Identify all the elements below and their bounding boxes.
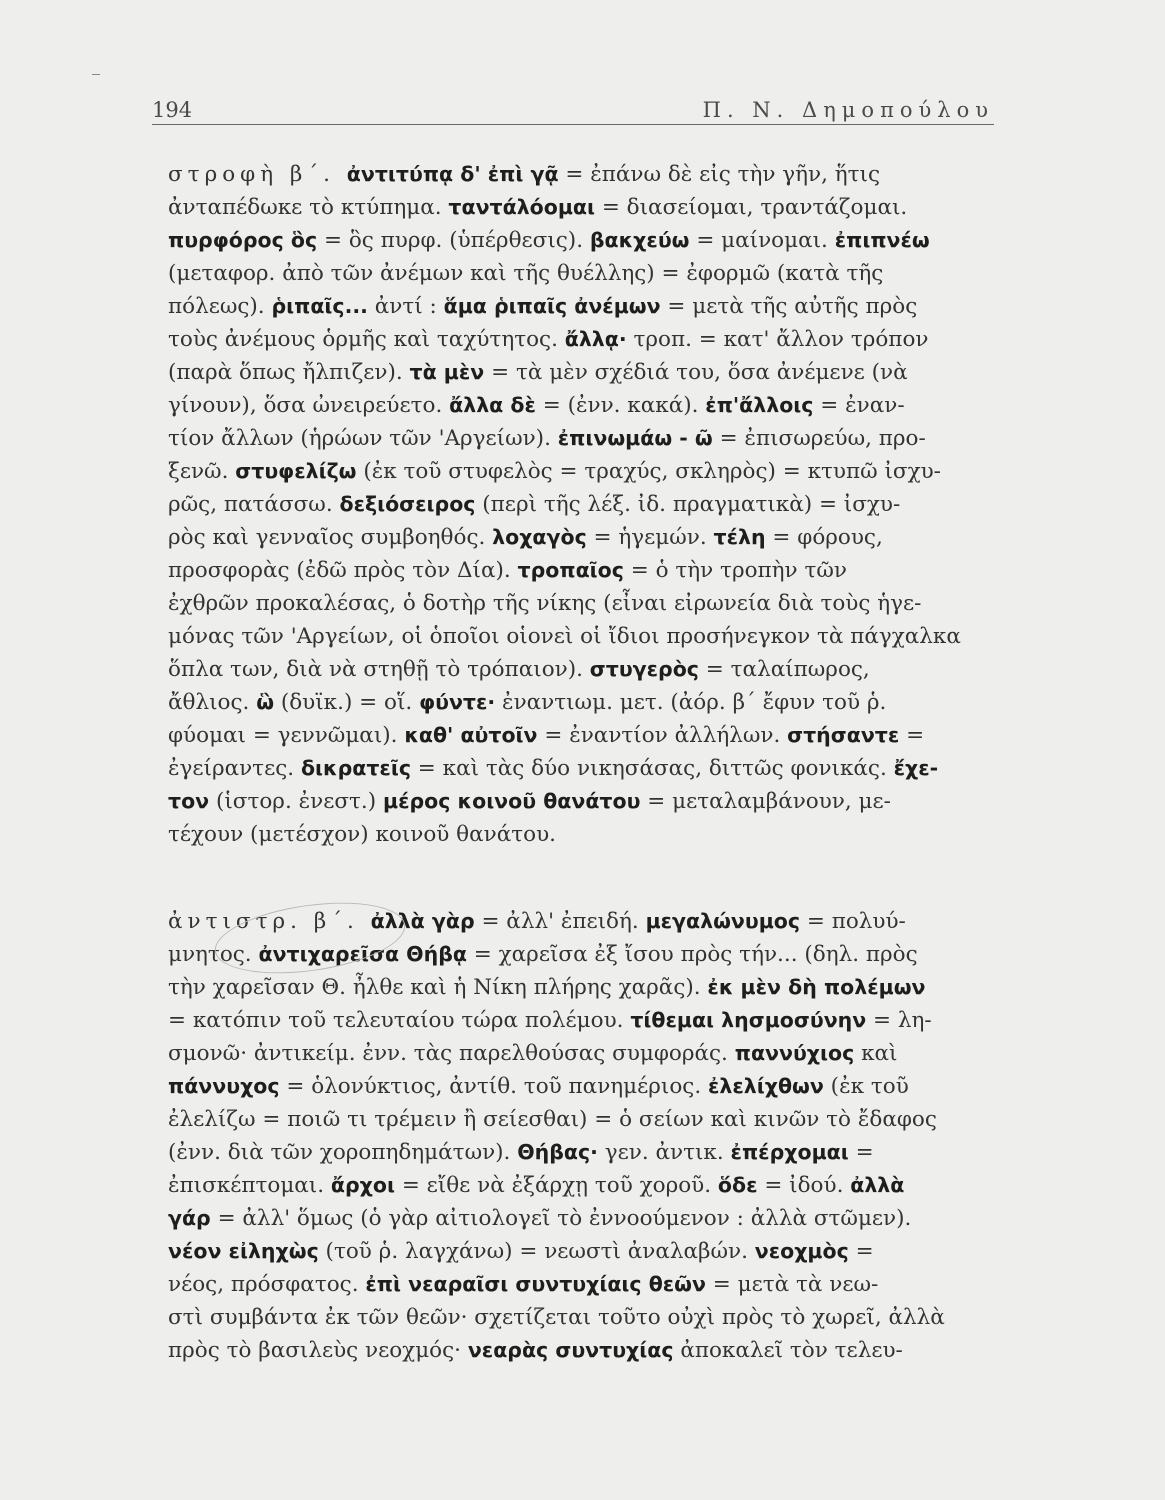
gloss-text: (τοῦ ῥ. λαγχάνω) = νεωστὶ ἀναλαβών. [318,1239,755,1264]
gloss-text: στροφὴ β΄. [168,162,347,187]
gloss-text: ὅπλα των, διὰ νὰ στηθῇ τὸ τρόπαιον). [168,657,590,682]
gloss-text: = ταλαίπωρος, [698,657,870,682]
gloss-text: ἄθλιος. [168,690,257,715]
gloss-text: = μετὰ τῆς αὐτῆς πρὸς [660,294,918,319]
gloss-text: = πολυύ- [800,909,906,934]
headword: ἄλλα δὲ [449,393,536,417]
headword: ἐπινωμάω - ῶ [557,426,713,450]
gloss-text: = φόρους, [765,525,883,550]
gloss-text: πόλεως). [168,294,272,319]
text-line [168,1004,1018,1037]
gloss-text: = ὁλονύκτιος, ἀντίθ. τοῦ πανημέριος. [279,1074,708,1099]
headword: πυρφόρος ὃς [168,228,318,252]
headword: βακχεύω [589,228,690,252]
headword: καθ' αὐτοῖν [404,723,538,747]
text-line [168,323,1018,356]
gloss-text: = (ἐνν. κακά). [535,393,706,418]
gloss-text: = [848,1239,874,1264]
gloss-text: τέχουν (μετέσχον) κοινοῦ θανάτου. [168,822,556,847]
text-line [168,389,1018,422]
text-line [168,356,1018,389]
gloss-text: (δυϊκ.) = οἵ. [274,690,420,715]
headword: ῥιπαῖς... [271,294,368,318]
headword: ἅμα ῥιπαῖς ἀνέμων [443,294,661,318]
headword: φύντε· [419,690,496,714]
headword: τον [168,789,210,813]
header-rule [152,124,994,125]
paragraph-antistrophe [168,905,1018,1367]
text-line [168,1037,1018,1070]
gloss-text: = [848,1140,874,1165]
headword: ἐπέρχομαι [730,1140,849,1164]
text-line [168,422,1018,455]
headword: στήσαντε [787,723,900,747]
headword: στυγερὸς [589,657,699,681]
headword: ὅδε [717,1173,758,1197]
headword: ἀντιτύπᾳ δ' ἐπὶ γᾷ [346,162,559,186]
text-line [168,818,1018,851]
gloss-text: ἐγείραντες. [168,756,301,781]
gloss-text: (παρὰ ὅπως ἤλπιζεν). [168,360,410,385]
gloss-text: (ἱστορ. ἐνεστ.) [209,789,383,814]
gloss-text: ἀποκαλεῖ τὸν τελευ- [673,1338,903,1363]
text-line [168,1301,1018,1334]
text-line [168,488,1018,521]
gloss-text: ἐναντιωμ. μετ. (ἀόρ. β΄ ἔφυν τοῦ ῥ. [495,690,887,715]
gloss-text: (περὶ τῆς λέξ. ἰδ. πραγματικὰ) = ἰσχυ- [475,492,901,517]
text-line [168,620,1018,653]
gloss-text: = [899,723,925,748]
headword: ταντάλόομαι [448,195,595,219]
gloss-text: = μεταλαμβάνουν, με- [640,789,891,814]
gloss-text: (μεταφορ. ἀπὸ τῶν ἀνέμων καὶ τῆς θυέλλης) = ἐφορμῶ (κατὰ τῆς [168,261,884,286]
gloss-text: καὶ [854,1041,898,1066]
text-line [168,1235,1018,1268]
text-line [168,1103,1018,1136]
gloss-text: = μαίνομαι. [689,228,835,253]
headword: νεοχμὸς [754,1239,849,1263]
gloss-text: = ὁ τὴν τροπὴν τῶν [623,558,847,583]
text-line [168,521,1018,554]
headword: ἐπιπνέω [834,228,930,252]
gloss-text: (ἐκ τοῦ στυφελὸς = τραχύς, σκληρὸς) = κτυπῶ ἰσχυ- [356,459,941,484]
headword: πάννυχος [168,1074,280,1098]
gloss-text: μόνας τῶν 'Αργείων, οἱ ὁποῖοι οἱονεὶ οἱ ἴδιοι προσήνεγκον τὰ πάγχαλκα [168,624,961,649]
gloss-text: στὶ συμβάντα ἐκ τῶν θεῶν· σχετίζεται τοῦτο οὐχὶ πρὸς τὸ χωρεῖ, ἀλλὰ [168,1305,945,1330]
headword: τίθεμαι λησμοσύνην [630,1008,867,1032]
headword: τέλη [713,525,766,549]
gloss-text: μνητος. [168,942,259,967]
gloss-text: γίνουν), ὅσα ὠνειρεύετο. [168,393,450,418]
gloss-text: = λη- [866,1008,932,1033]
text-line [168,1202,1018,1235]
text-line [168,554,1018,587]
text-line [168,158,1018,191]
text-line [168,971,1018,1004]
text-line [168,1268,1018,1301]
page-header [152,88,994,122]
gloss-text: τίον ἄλλων (ἡρώων τῶν 'Αργείων). [168,426,558,451]
headword: ἀλλὰ [850,1173,905,1197]
gloss-text: σμονῶ· ἀντικείμ. ἐνν. τὰς παρελθούσας συμφοράς. [168,1041,735,1066]
gloss-text: = διασείομαι, τραντάζομαι. [595,195,908,220]
headword: γάρ [168,1206,211,1230]
text-line [168,257,1018,290]
gloss-text: = κατόπιν τοῦ τελευταίου τώρα πολέμου. [168,1008,631,1033]
headword: νεαρὰς συντυχίας [467,1338,674,1362]
text-line [168,224,1018,257]
gloss-text: = εἴθε νὰ ἐξάρχῃ τοῦ χοροῦ. [394,1173,718,1198]
headword: ἄλλᾳ· [564,327,627,351]
gloss-text: τροπ. = κατ' ἄλλον τρόπον [626,327,929,352]
paragraph-strophe [168,158,1018,851]
gloss-text: = μετὰ τὰ νεω- [705,1272,879,1297]
gloss-text: = καὶ τὰς δύο νικησάσας, διττῶς φονικάς. [410,756,894,781]
gloss-text: φύομαι = γεννῶμαι). [168,723,405,748]
gloss-text: ἐπισκέπτομαι. [168,1173,331,1198]
gloss-text: τοὺς ἀνέμους ὁρμῆς καὶ ταχύτητος. [168,327,565,352]
headword: ἐπὶ νεαραῖσι συντυχίαις θεῶν [365,1272,706,1296]
headword: ἄρχοι [330,1173,395,1197]
gloss-text: γεν. ἀντικ. [597,1140,731,1165]
gloss-text: ἀνταπέδωκε τὸ κτύπημα. [168,195,449,220]
gloss-text: πρὸς τὸ βασιλεὺς νεοχμός· [168,1338,468,1363]
text-line [168,1169,1018,1202]
headword: νέον εἰληχὼς [168,1239,319,1263]
headword: δεξιόσειρος [339,492,476,516]
text-line [168,455,1018,488]
gloss-text: = ἀλλ' ὅμως (ὁ γὰρ αἰτιολογεῖ τὸ ἐννοούμενον : ἀλλὰ στῶμεν). [210,1206,912,1231]
text-line [168,1070,1018,1103]
headword: μέρος κοινοῦ θανάτου [383,789,641,813]
gloss-text: = ὃς πυρφ. (ὑπέρθεσις). [317,228,590,253]
gloss-text: τὴν χαρεῖσαν Θ. ἦλθε καὶ ἡ Νίκη πλήρης χαρᾶς). [168,975,708,1000]
text-line [168,686,1018,719]
headword: τροπαῖος [517,558,624,582]
text-line [168,587,1018,620]
gloss-text: νέος, πρόσφατος. [168,1272,366,1297]
gloss-text: ἐχθρῶν προκαλέσας, ὁ δοτὴρ τῆς νίκης (εἶναι εἰρωνεία διὰ τοὺς ἡγε- [168,591,922,616]
gloss-text: = ἡγεμών. [586,525,714,550]
gloss-text: = τὰ μὲν σχέδιά του, ὅσα ἀνέμενε (νὰ [484,360,908,385]
headword: στυφελίζω [235,459,357,483]
gloss-text: = ἐναν- [813,393,905,418]
text-line [168,719,1018,752]
headword: μεγαλώνυμος [645,909,801,933]
gloss-text: = ἐπάνω δὲ εἰς τὴν γῆν, ἥτις [558,162,881,187]
headword: Θήβας· [517,1140,598,1164]
gloss-text: ρῶς, πατάσσω. [168,492,340,517]
margin-mark [92,74,100,75]
gloss-text: = ἰδού. [757,1173,851,1198]
headword: ἀντιχαρεῖσα Θήβᾳ [258,942,467,966]
headword: ἔχε- [893,756,939,780]
gloss-text: προσφορὰς (ἐδῶ πρὸς τὸν Δία). [168,558,518,583]
gloss-text: = ἐπισωρεύω, προ- [712,426,926,451]
headword: ἀλλὰ γὰρ [370,909,475,933]
gloss-text: (ἐκ τοῦ [823,1074,909,1099]
running-head: Π. Ν. Δημοπούλου [702,98,994,122]
page-body [168,158,1018,1367]
text-line [168,1334,1018,1367]
gloss-text: = χαρεῖσα ἐξ ἴσου πρὸς τήν... (δηλ. πρὸς [466,942,918,967]
headword: λοχαγὸς [492,525,587,549]
headword: τὰ μὲν [409,360,485,384]
gloss-text: ἀντί : [367,294,444,319]
headword: ἐλελίχθων [708,1074,824,1098]
headword: παννύχιος [734,1041,855,1065]
headword: ὣ [256,690,275,714]
headword: ἐπ'ἄλλοις [705,393,814,417]
headword: δικρατεῖς [300,756,411,780]
text-line [168,290,1018,323]
gloss-text: = ἐναντίον ἀλλήλων. [537,723,788,748]
gloss-text: (ἐνν. διὰ τῶν χοροπηδημάτων). [168,1140,518,1165]
gloss-text: ρὸς καὶ γενναῖος συμβοηθός. [168,525,493,550]
text-line [168,191,1018,224]
text-line [168,785,1018,818]
page-number: 194 [152,98,193,122]
gloss-text: = ἀλλ' ἐπειδή. [474,909,646,934]
gloss-text: ἐλελίζω = ποιῶ τι τρέμειν ἢ σείεσθαι) = ὁ σείων καὶ κινῶν τὸ ἔδαφος [168,1107,937,1132]
gloss-text: ἀντιστρ. β΄. [168,909,371,934]
text-line [168,752,1018,785]
text-line [168,653,1018,686]
text-line [168,1136,1018,1169]
headword: ἐκ μὲν δὴ πολέμων [707,975,926,999]
gloss-text: ξενῶ. [168,459,236,484]
